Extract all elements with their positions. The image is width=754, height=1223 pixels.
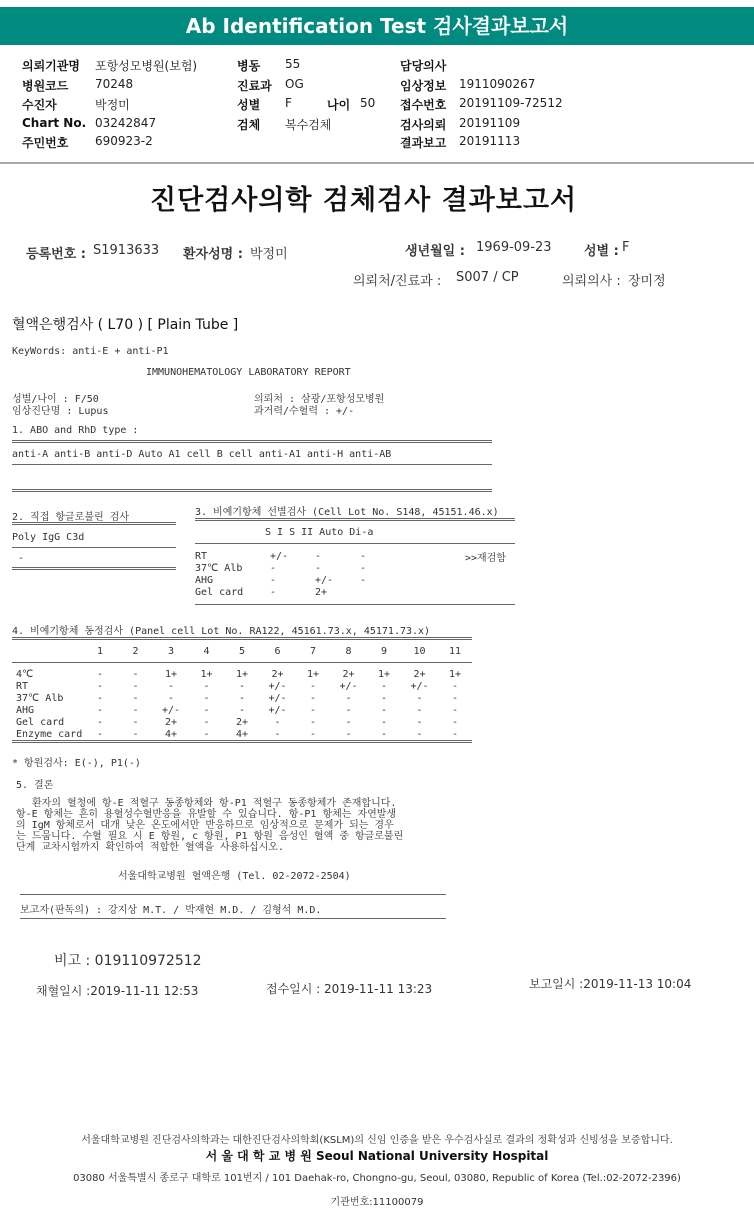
panel-cell: - bbox=[132, 705, 139, 716]
screening-cell: - bbox=[315, 551, 322, 562]
section3-title: 3. 비예기항체 선별검사 (Cell Lot No. S148, 45151.46.x) bbox=[195, 507, 499, 518]
value-age: 50 bbox=[360, 96, 376, 110]
panel-cell: - bbox=[451, 717, 459, 728]
panel-cell: - bbox=[309, 717, 317, 728]
label-patient-name: 환자성명 : bbox=[183, 247, 243, 262]
section2-rule-bottom bbox=[12, 567, 176, 570]
panel-cell: - bbox=[416, 693, 423, 704]
panel-cell: 1+ bbox=[377, 669, 391, 680]
panel-cell: 2+ bbox=[235, 717, 249, 728]
label-doctor: 담당의사 bbox=[400, 59, 447, 73]
panel-cell: 2+ bbox=[164, 717, 178, 728]
remark: 비고 : 019110972512 bbox=[54, 953, 202, 969]
panel-cell: +/- bbox=[268, 705, 287, 716]
section1-rule-bottom bbox=[12, 489, 492, 492]
panel-cell: - bbox=[203, 705, 210, 716]
panel-cell: - bbox=[451, 693, 459, 704]
conclusion-line: 단계 교차시험까지 확인하여 적합한 혈액을 사용하십시오. bbox=[16, 842, 284, 853]
conclusion bbox=[16, 798, 403, 853]
section3-rule-top bbox=[195, 518, 515, 521]
panel-column-header: 9 bbox=[380, 646, 388, 657]
panel-column-header: 8 bbox=[345, 646, 352, 657]
section4-rule-bottom bbox=[12, 740, 472, 743]
receive-time: 접수일시 : 2019-11-11 13:23 bbox=[266, 982, 433, 996]
label-resident-no: 주민번호 bbox=[22, 136, 69, 150]
panel-cell: - bbox=[96, 729, 104, 740]
screening-cell: - bbox=[360, 551, 367, 562]
panel-row-label: RT bbox=[16, 681, 29, 692]
value-institution: 포항성모병원(보험) bbox=[95, 59, 198, 73]
panel-cell: - bbox=[274, 729, 281, 740]
panel-cell: - bbox=[309, 729, 317, 740]
lab-diagnosis: 임상진단명 : Lupus bbox=[12, 406, 109, 417]
panel-cell: - bbox=[345, 717, 352, 728]
value-ward: 55 bbox=[285, 57, 301, 71]
label-dob: 생년월일 : bbox=[405, 244, 465, 259]
panel-cell: - bbox=[380, 717, 388, 728]
panel-column-header: 2 bbox=[132, 646, 139, 657]
screening-row-label: AHG bbox=[195, 575, 214, 586]
panel-cell: - bbox=[309, 681, 317, 692]
conclusion-line: 는 드뭅니다. 수혈 필요 시 E 항원, c 항원, P1 항원 음성인 혈액 중 항글로불린 bbox=[16, 831, 404, 842]
panel-cell: - bbox=[96, 705, 104, 716]
panel-cell: - bbox=[132, 669, 139, 680]
panel-cell: - bbox=[203, 717, 210, 728]
screening-cell: - bbox=[315, 563, 322, 574]
screening-row-label: Gel card bbox=[195, 587, 244, 598]
panel-column-header: 1 bbox=[96, 646, 104, 657]
panel-cell: - bbox=[345, 693, 352, 704]
panel-column-header: 7 bbox=[309, 646, 317, 657]
section3-rule-bottom bbox=[195, 604, 515, 605]
panel-row-label: AHG bbox=[16, 705, 35, 716]
divider bbox=[0, 162, 754, 164]
value-hospital-code: 70248 bbox=[95, 77, 134, 91]
label-age: 나이 bbox=[327, 98, 351, 112]
section4-note: * 항원검사: E(-), P1(-) bbox=[12, 758, 141, 769]
panel-cell: 1+ bbox=[235, 669, 249, 680]
label-receipt-no: 접수번호 bbox=[400, 98, 447, 112]
panel-cell: - bbox=[380, 681, 388, 692]
value-receipt-no: 20191109-72512 bbox=[459, 96, 563, 110]
panel-cell: - bbox=[167, 693, 175, 704]
panel-column-header: 6 bbox=[274, 646, 281, 657]
value-dept: S007 / CP bbox=[456, 270, 519, 285]
certification: 서울대학교병원 진단검사의학과는 대한진단검사의학회(KSLM)의 신임 인증을 받은 우수검사실로 결과의 정확성과 신빙성을 보증합니다. bbox=[81, 1135, 673, 1146]
section3-rule-mid bbox=[195, 543, 515, 544]
panel-cell: - bbox=[380, 693, 388, 704]
panel-column-header: 5 bbox=[238, 646, 246, 657]
screening-cell: - bbox=[270, 575, 277, 586]
panel-cell: 2+ bbox=[413, 669, 426, 680]
panel-cell: - bbox=[96, 717, 104, 728]
label-hospital-code: 병원코드 bbox=[22, 79, 69, 93]
panel-cell: - bbox=[96, 669, 104, 680]
hospital-address: 03080 서울특별시 종로구 대학로 101번지 / 101 Daehak-ro, Chongno-gu, Seoul, 03080, Republic of Korea (Tel.:02-2072-2396) bbox=[73, 1173, 681, 1184]
screening-cell: +/- bbox=[270, 551, 289, 562]
value-specimen: 복수검체 bbox=[285, 118, 332, 132]
section2-value: - bbox=[18, 553, 25, 564]
value-clinical-info: 1911090267 bbox=[459, 77, 536, 91]
value-reg-no: S1913633 bbox=[93, 243, 160, 258]
panel-cell: - bbox=[238, 681, 246, 692]
section2-columns: Poly IgG C3d bbox=[12, 532, 85, 543]
label-report-sex: 성별 : bbox=[584, 244, 619, 259]
panel-row-label: Gel card bbox=[16, 717, 65, 728]
panel-row-label: 37℃ Alb bbox=[16, 693, 64, 704]
report-time: 보고일시 :2019-11-13 10:04 bbox=[529, 977, 692, 991]
panel-cell: +/- bbox=[161, 705, 181, 716]
panel-cell: - bbox=[309, 705, 317, 716]
section1-title: 1. ABO and RhD type : bbox=[12, 425, 139, 436]
section3-note: >>재검함 bbox=[465, 553, 507, 564]
value-dob: 1969-09-23 bbox=[476, 240, 552, 255]
reporter-rule-top bbox=[20, 894, 446, 895]
value-test-request: 20191109 bbox=[459, 116, 521, 130]
report-title: 진단검사의학 검체검사 결과보고서 bbox=[150, 185, 578, 216]
label-institution: 의뢰기관명 bbox=[22, 59, 80, 73]
keywords: KeyWords: anti-E + anti-P1 bbox=[12, 346, 169, 357]
test-title: 혈액은행검사 ( L70 ) [ Plain Tube ] bbox=[12, 317, 239, 333]
panel-cell: - bbox=[132, 729, 139, 740]
panel-cell: 1+ bbox=[200, 669, 213, 680]
panel-cell: - bbox=[238, 693, 246, 704]
value-ordering-doctor: 장미정 bbox=[628, 274, 666, 289]
section1-rule-mid bbox=[12, 464, 492, 465]
screening-cell: +/- bbox=[315, 575, 334, 586]
panel-cell: - bbox=[274, 717, 281, 728]
panel-cell: 1+ bbox=[306, 669, 320, 680]
section5-title: 5. 결론 bbox=[16, 780, 54, 791]
panel-column-header: 11 bbox=[448, 646, 462, 657]
section3-columns: S I S II Auto Di-a bbox=[265, 527, 374, 538]
panel-column-header: 3 bbox=[167, 646, 175, 657]
label-specimen: 검체 bbox=[237, 118, 261, 132]
label-ordering-doctor: 의뢰의사 : bbox=[562, 274, 621, 289]
lab-history: 과거력/수혈력 : +/- bbox=[254, 406, 355, 417]
lab-heading: IMMUNOHEMATOLOGY LABORATORY REPORT bbox=[146, 367, 351, 378]
label-dept: 의뢰처/진료과 : bbox=[353, 274, 442, 289]
screening-row-label: RT bbox=[195, 551, 208, 562]
panel-cell: +/- bbox=[339, 681, 358, 692]
panel-cell: 2+ bbox=[271, 669, 284, 680]
section1-rule-top bbox=[12, 440, 492, 443]
conclusion-line: 환자의 혈청에 항-E 적혈구 동종항체와 항-P1 적혈구 동종항체가 존재합니다. bbox=[32, 798, 397, 809]
panel-cell: - bbox=[380, 729, 388, 740]
lab-origin: 의뢰처 : 삼광/포항성모병원 bbox=[254, 394, 385, 405]
screening-cell: 2+ bbox=[315, 587, 328, 598]
reporter: 보고자(판독의) : 강지상 M.T. / 박재현 M.D. / 김형석 M.D. bbox=[20, 905, 322, 916]
panel-cell: 1+ bbox=[448, 669, 462, 680]
panel-cell: 4+ bbox=[164, 729, 178, 740]
panel-column-header: 4 bbox=[203, 646, 210, 657]
panel-cell: 4+ bbox=[235, 729, 249, 740]
value-department: OG bbox=[285, 77, 304, 91]
reporter-rule-bottom bbox=[20, 918, 446, 919]
panel-cell: - bbox=[132, 717, 139, 728]
panel-row-label: 4℃ bbox=[16, 669, 34, 680]
label-test-request: 검사의뢰 bbox=[400, 118, 447, 132]
conclusion-line: 의 IgM 항체로서 대개 낮은 온도에서만 반응하므로 임상적으로 문제가 되는 경우 bbox=[16, 820, 394, 831]
value-sex: F bbox=[285, 96, 292, 110]
panel-cell: +/- bbox=[268, 681, 287, 692]
panel-cell: - bbox=[238, 705, 246, 716]
institution-code: 기관번호:11100079 bbox=[330, 1197, 424, 1208]
value-resident-no: 690923-2 bbox=[95, 134, 153, 148]
panel-cell: - bbox=[96, 693, 104, 704]
value-patient: 박정미 bbox=[95, 98, 130, 112]
panel-column-header: 10 bbox=[413, 646, 426, 657]
label-ward: 병동 bbox=[237, 59, 261, 73]
panel-cell: - bbox=[203, 693, 210, 704]
label-patient: 수진자 bbox=[22, 98, 57, 112]
panel-cell: - bbox=[203, 729, 210, 740]
value-patient-name: 박정미 bbox=[250, 247, 288, 262]
label-result-report: 결과보고 bbox=[400, 136, 447, 150]
hospital-name: 서 울 대 학 교 병 원 Seoul National University Hospital bbox=[205, 1149, 549, 1163]
label-reg-no: 등록번호 : bbox=[26, 247, 86, 262]
panel-cell: 2+ bbox=[342, 669, 355, 680]
panel-row-label: Enzyme card bbox=[16, 729, 83, 740]
collect-time: 채혈일시 :2019-11-11 12:53 bbox=[36, 984, 199, 998]
panel-cell: - bbox=[451, 681, 459, 692]
panel-cell: - bbox=[451, 705, 459, 716]
screening-cell: - bbox=[270, 587, 277, 598]
lab-sex-age: 성별/나이 : F/50 bbox=[12, 394, 99, 405]
section4-rule-top bbox=[12, 637, 472, 640]
section2-rule-mid bbox=[12, 547, 176, 548]
panel-cell: - bbox=[203, 681, 210, 692]
panel-cell: 1+ bbox=[164, 669, 178, 680]
panel-cell: - bbox=[451, 729, 459, 740]
section2-title: 2. 직접 항글로불린 검사 bbox=[12, 512, 130, 523]
label-chart-no: Chart No. bbox=[22, 116, 87, 130]
panel-cell: - bbox=[132, 693, 139, 704]
value-report-sex: F bbox=[622, 240, 630, 255]
screening-cell: - bbox=[360, 575, 367, 586]
screening-row-label: 37℃ Alb bbox=[195, 563, 243, 574]
panel-cell: +/- bbox=[410, 681, 429, 692]
panel-cell: - bbox=[309, 693, 317, 704]
section1-columns: anti-A anti-B anti-D Auto A1 cell B cell anti-A1 anti-H anti-AB bbox=[12, 449, 392, 460]
panel-cell: - bbox=[345, 729, 352, 740]
screening-cell: - bbox=[270, 563, 277, 574]
value-chart-no: 03242847 bbox=[95, 116, 157, 130]
blood-bank: 서울대학교병원 혈액은행 (Tel. 02-2072-2504) bbox=[118, 871, 351, 882]
section2-rule-top bbox=[12, 522, 176, 525]
panel-cell: - bbox=[416, 729, 423, 740]
panel-cell: - bbox=[416, 705, 423, 716]
report-banner: Ab Identification Test 검사결과보고서 bbox=[0, 7, 754, 45]
panel-cell: - bbox=[132, 681, 139, 692]
label-department: 진료과 bbox=[237, 79, 272, 93]
section4-title: 4. 비예기항체 동정검사 (Panel cell Lot No. RA122, 45161.73.x, 45171.73.x) bbox=[12, 626, 431, 637]
panel-cell: - bbox=[96, 681, 104, 692]
value-result-report: 20191113 bbox=[459, 134, 521, 148]
screening-cell: - bbox=[360, 563, 367, 574]
label-clinical-info: 임상정보 bbox=[400, 79, 447, 93]
panel-cell: - bbox=[167, 681, 175, 692]
panel-cell: +/- bbox=[268, 693, 287, 704]
panel-cell: - bbox=[380, 705, 388, 716]
section4-rule-mid bbox=[12, 662, 472, 663]
conclusion-line: 항-E 항체는 흔히 용혈성수혈반응을 유발할 수 있습니다. 항-P1 항체는 자연발생 bbox=[16, 809, 397, 820]
panel-cell: - bbox=[416, 717, 423, 728]
label-sex: 성별 bbox=[237, 98, 261, 112]
panel-cell: - bbox=[345, 705, 352, 716]
